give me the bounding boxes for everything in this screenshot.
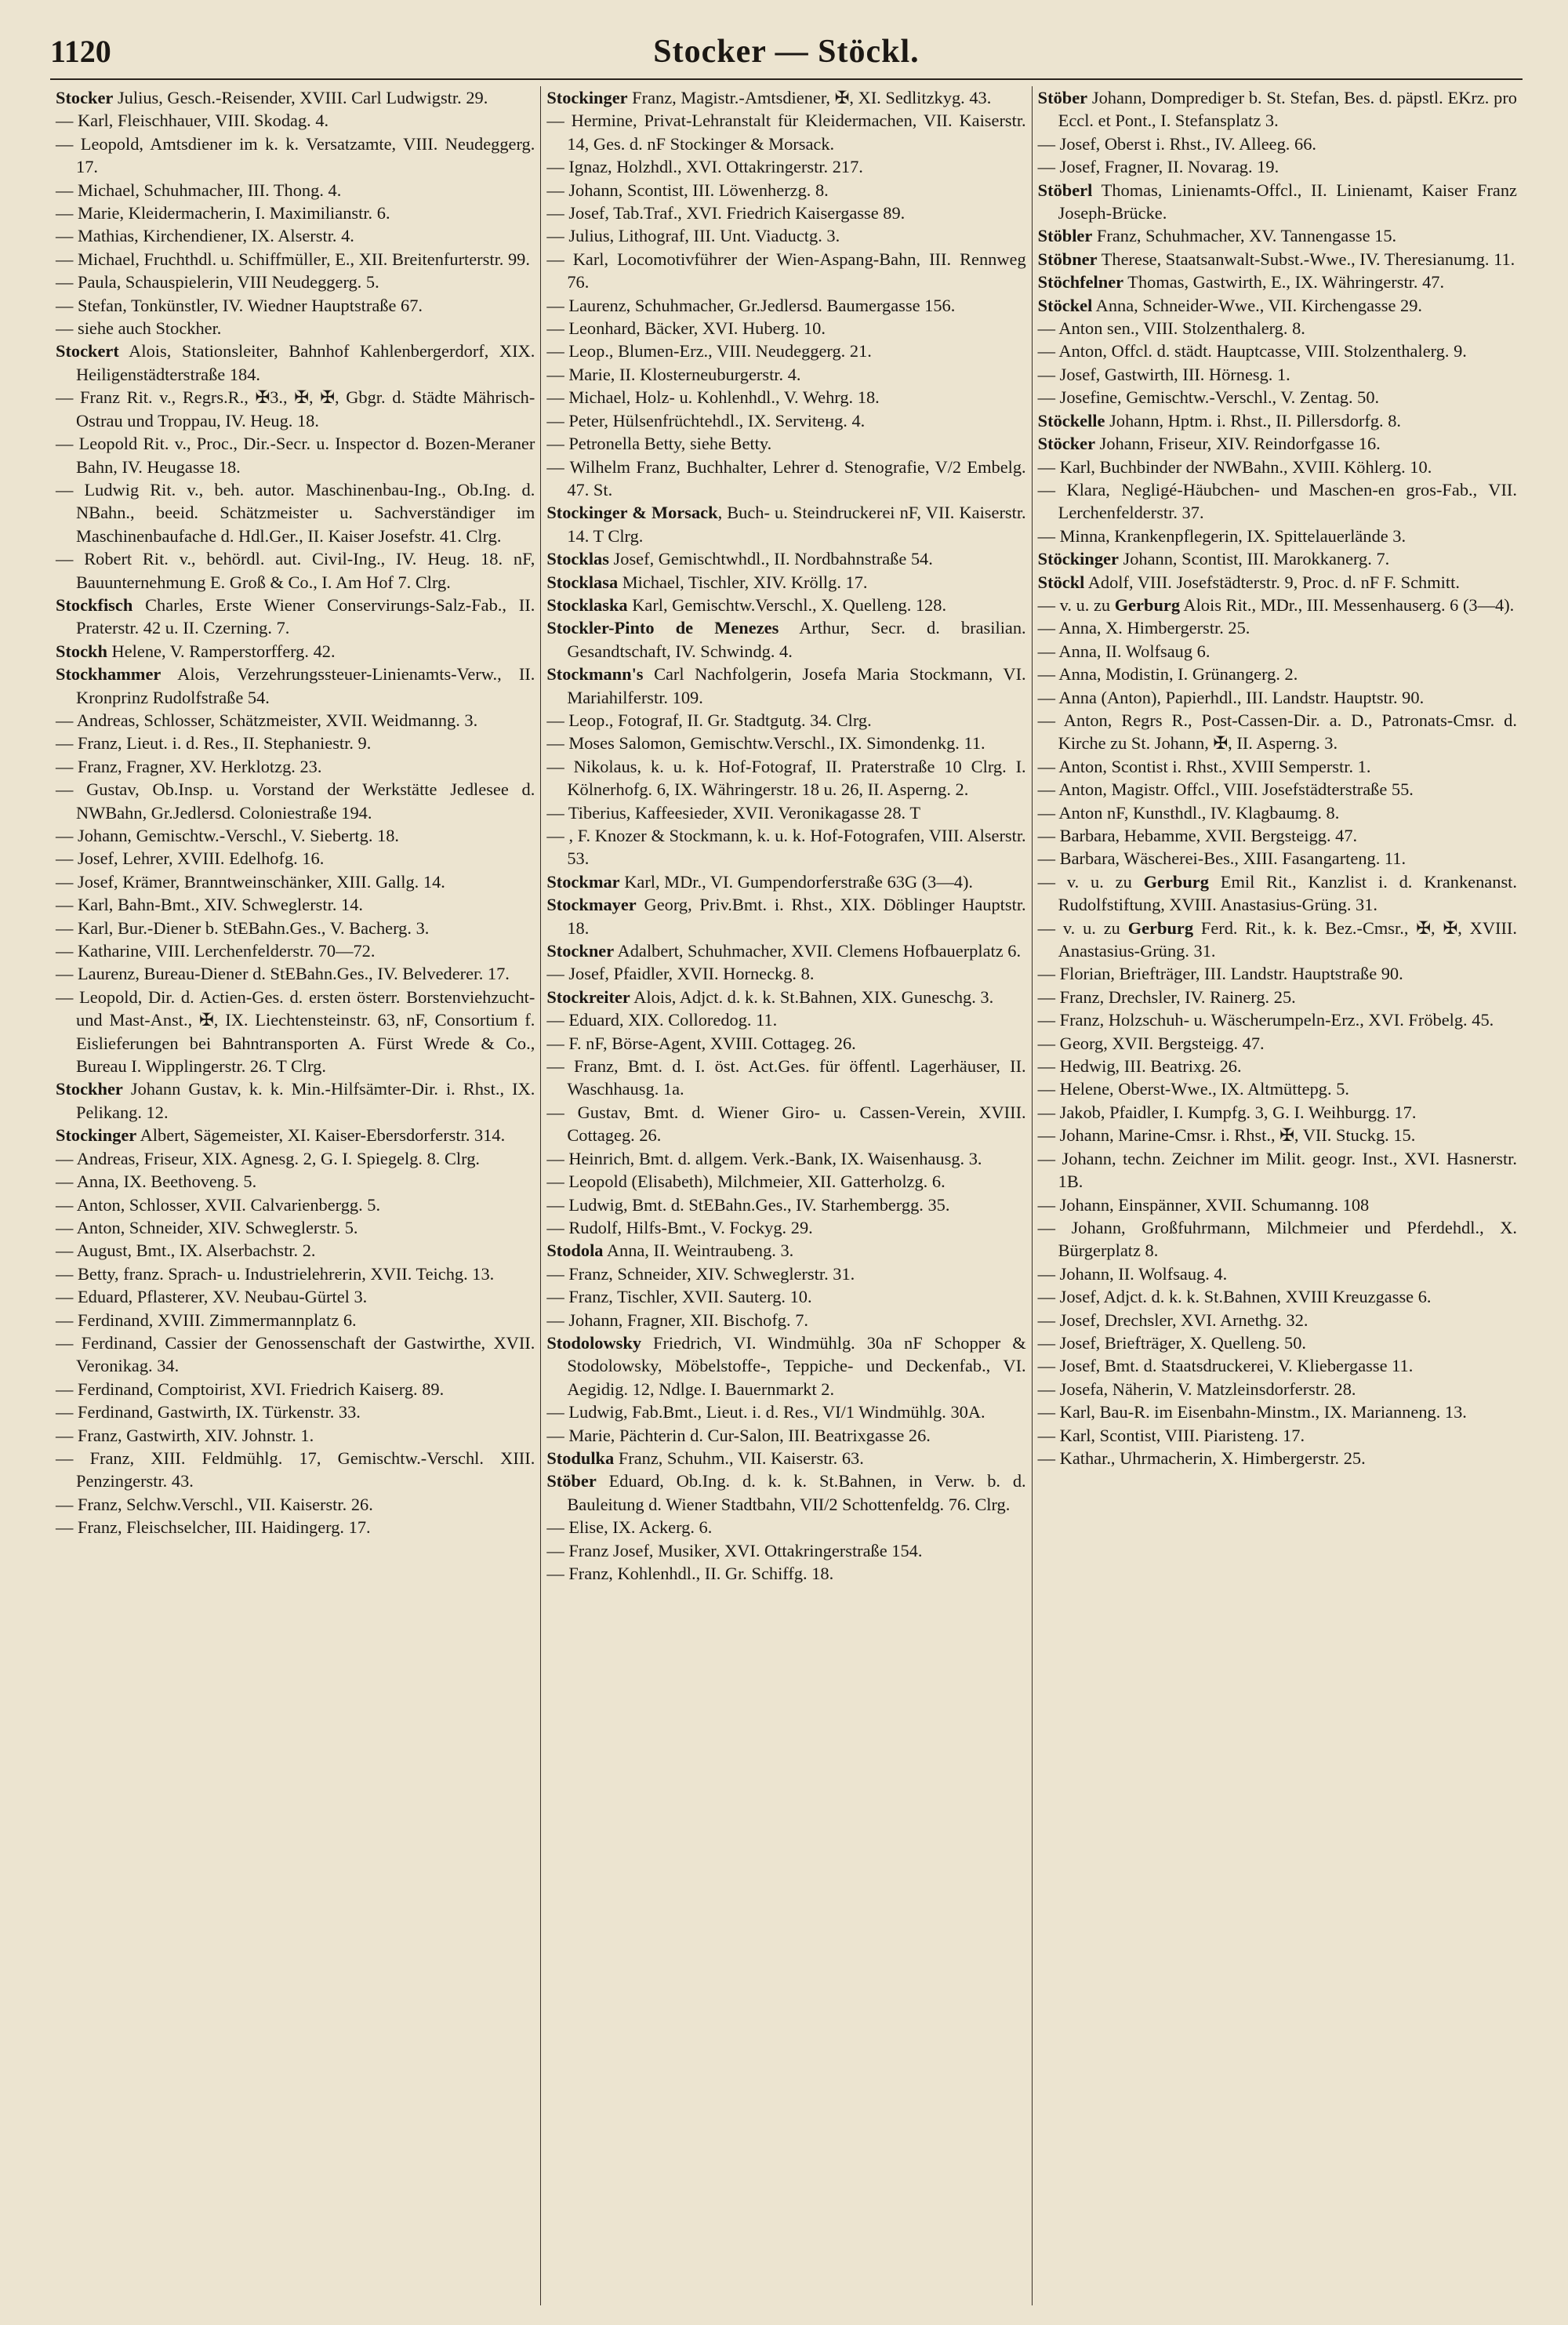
directory-entry: Stocklasa Michael, Tischler, XIV. Kröllg. 17. bbox=[546, 572, 868, 592]
columns bbox=[50, 86, 1523, 2305]
directory-entry: — Andreas, Schlosser, Schätzmeister, XVII. Weidmanng. 3. bbox=[56, 710, 478, 730]
directory-entry: — Leop., Blumen-Erz., VIII. Neudeggerg. 21. bbox=[546, 341, 872, 361]
directory-entry: — Michael, Fruchthdl. u. Schiffmüller, E., XII. Breitenfurterstr. 99. bbox=[56, 249, 530, 269]
directory-entry: — Leopold (Elisabeth), Milchmeier, XII. Gatterholzg. 6. bbox=[546, 1172, 946, 1192]
directory-entry: Stöcker Johann, Friseur, XIV. Reindorfgasse 16. bbox=[1037, 434, 1381, 454]
entry-surname: Stockmar bbox=[546, 871, 620, 892]
directory-entry: — Laurenz, Schuhmacher, Gr.Jedlersd. Baumergasse 156. bbox=[546, 295, 956, 315]
directory-entry: Stockler-Pinto de Menezes Arthur, Secr. d. brasilian. Gesandtschaft, IV. Schwindg. 4. bbox=[546, 618, 1026, 661]
entry-surname: Stöcker bbox=[1037, 434, 1096, 454]
directory-entry: — Heinrich, Bmt. d. allgem. Verk.-Bank, IX. Waisenhausg. 3. bbox=[546, 1148, 982, 1168]
directory-entry: — Karl, Buchbinder der NWBahn., XVIII. Köhlerg. 10. bbox=[1037, 456, 1432, 477]
directory-entry: — Marie, II. Klosterneuburgerstr. 4. bbox=[546, 364, 801, 384]
directory-entry: — Johann, Großfuhrmann, Milchmeier und Pferdehdl., X. Bürgerplatz 8. bbox=[1037, 1217, 1517, 1261]
directory-entry: Stöbler Franz, Schuhmacher, XV. Tannengasse 15. bbox=[1037, 226, 1397, 246]
directory-entry: — Leop., Fotograf, II. Gr. Stadtgutg. 34. Clrg. bbox=[546, 710, 872, 730]
entry-surname: Gerburg bbox=[1143, 871, 1209, 892]
entry-surname: Stockler-Pinto de Menezes bbox=[546, 618, 779, 638]
entry-surname: Stockinger & Morsack bbox=[546, 503, 718, 523]
directory-entry: — Josef, Gastwirth, III. Hörnesg. 1. bbox=[1037, 364, 1290, 384]
entry-surname: Stockh bbox=[56, 641, 107, 661]
page-number: 1120 bbox=[50, 34, 111, 69]
directory-entry: — Josef, Bmt. d. Staatsdruckerei, V. Kliebergasse 11. bbox=[1037, 1356, 1414, 1376]
directory-entry: — Betty, franz. Sprach- u. Industrielehrerin, XVII. Teichg. 13. bbox=[56, 1263, 495, 1284]
directory-entry: — Josefine, Gemischtw.-Verschl., V. Zentag. 50. bbox=[1037, 387, 1380, 408]
entry-surname: Stöbler bbox=[1037, 226, 1093, 246]
directory-entry: Stocker Julius, Gesch.-Reisender, XVIII. Carl Ludwigstr. 29. bbox=[56, 88, 488, 107]
directory-entry: — Anton, Magistr. Offcl., VIII. Josefstädterstraße 55. bbox=[1037, 779, 1414, 800]
directory-entry: — Josefa, Näherin, V. Matzleinsdorferstr. 28. bbox=[1037, 1379, 1356, 1399]
directory-entry: Stockinger Albert, Sägemeister, XI. Kaiser-Ebersdorferstr. 314. bbox=[56, 1125, 506, 1146]
directory-entry: — Ferdinand, Gastwirth, IX. Türkenstr. 33. bbox=[56, 1402, 361, 1422]
directory-entry: — Josef, Drechsler, XVI. Arnethg. 32. bbox=[1037, 1310, 1308, 1330]
directory-entry: — Franz, Schneider, XIV. Schweglerstr. 31. bbox=[546, 1263, 855, 1284]
directory-entry: — Georg, XVII. Bergsteigg. 47. bbox=[1037, 1033, 1265, 1053]
directory-entry: — Franz, Gastwirth, XIV. Johnstr. 1. bbox=[56, 1425, 314, 1445]
directory-entry: — Eduard, XIX. Colloredog. 11. bbox=[546, 1010, 778, 1030]
entry-surname: Stocklasa bbox=[546, 572, 619, 592]
directory-entry: — Leopold Rit. v., Proc., Dir.-Secr. u. Inspector d. Bozen-Meraner Bahn, IV. Heugasse 18. bbox=[56, 434, 535, 477]
directory-entry: — , F. Knozer & Stockmann, k. u. k. Hof-Fotografen, VIII. Alserstr. 53. bbox=[546, 826, 1026, 869]
entry-surname: Stockhammer bbox=[56, 664, 162, 685]
directory-entry: — Leonhard, Bäcker, XVI. Huberg. 10. bbox=[546, 318, 826, 339]
directory-entry: — Johann, techn. Zeichner im Milit. geogr. Inst., XVI. Hasnerstr. 1B. bbox=[1037, 1148, 1517, 1192]
directory-entry: — Anna, II. Wolfsaug 6. bbox=[1037, 641, 1210, 661]
directory-entry: — Katharine, VIII. Lerchenfelderstr. 70—72. bbox=[56, 941, 376, 961]
entry-surname: Stöchfelner bbox=[1037, 272, 1124, 292]
directory-entry: — Anton nF, Kunsthdl., IV. Klagbaumg. 8. bbox=[1037, 802, 1340, 823]
directory-entry: Stockhammer Alois, Verzehrungssteuer-Linienamts-Verw., II. Kronprinz Rudolfstraße 54. bbox=[56, 664, 535, 707]
directory-entry: — Ludwig Rit. v., beh. autor. Maschinenbau-Ing., Ob.Ing. d. NBahn., beeid. Schätzmeister u. Sachverständiger im Maschinenbaufache d. Hdl.Ger., II. Kaiser Josefstr. 41. Clrg. bbox=[56, 479, 535, 546]
directory-entry: — Franz, Tischler, XVII. Sauterg. 10. bbox=[546, 1287, 812, 1307]
entry-surname: Stocker bbox=[56, 88, 114, 107]
directory-entry: Stocklaska Karl, Gemischtw.Verschl., X. Quelleng. 128. bbox=[546, 594, 947, 615]
directory-entry: — Josef, Krämer, Branntweinschänker, XIII. Gallg. 14. bbox=[56, 871, 445, 892]
directory-entry: — Josef, Briefträger, X. Quelleng. 50. bbox=[1037, 1332, 1306, 1353]
entry-surname: Stockert bbox=[56, 341, 119, 361]
entry-surname: Stocklas bbox=[546, 549, 609, 569]
running-head: Stocker — Stöckl. bbox=[653, 34, 920, 70]
directory-entry: — Andreas, Friseur, XIX. Agnesg. 2, G. I. Spiegelg. 8. Clrg. bbox=[56, 1148, 480, 1168]
directory-entry: — Anna, Modistin, I. Grünangerg. 2. bbox=[1037, 664, 1298, 685]
directory-entry: — Leopold, Amtsdiener im k. k. Versatzamte, VIII. Neudeggerg. 17. bbox=[56, 133, 535, 177]
directory-entry: — Karl, Bau-R. im Eisenbahn-Minstm., IX. Marianneng. 13. bbox=[1037, 1402, 1467, 1422]
directory-entry: — Josef, Adjct. d. k. k. St.Bahnen, XVIII Kreuzgasse 6. bbox=[1037, 1287, 1432, 1307]
entry-surname: Stöberl bbox=[1037, 180, 1093, 200]
directory-entry: — Minna, Krankenpflegerin, IX. Spittelauerlände 3. bbox=[1037, 525, 1406, 546]
directory-entry: Stöckinger Johann, Scontist, III. Marokkanerg. 7. bbox=[1037, 549, 1390, 569]
directory-entry: — Franz, Bmt. d. I. öst. Act.Ges. für öffentl. Lagerhäuser, II. Waschhausg. 1a. bbox=[546, 1056, 1026, 1099]
directory-entry: — Anton, Schlosser, XVII. Calvarienbergg. 5. bbox=[56, 1194, 381, 1215]
entry-surname: Stockinger bbox=[56, 1125, 137, 1146]
entry-surname: Stodulka bbox=[546, 1448, 615, 1468]
directory-entry: — Ferdinand, XVIII. Zimmermannplatz 6. bbox=[56, 1310, 357, 1330]
directory-entry: Stodulka Franz, Schuhm., VII. Kaiserstr. 63. bbox=[546, 1448, 864, 1468]
entry-surname: Stöckel bbox=[1037, 295, 1093, 315]
directory-entry: — Gustav, Bmt. d. Wiener Giro- u. Cassen-Verein, XVIII. Cottageg. 26. bbox=[546, 1102, 1026, 1146]
directory-entry: — Franz, Selchw.Verschl., VII. Kaiserstr. 26. bbox=[56, 1494, 373, 1514]
directory-entry: Stockfisch Charles, Erste Wiener Conservirungs-Salz-Fab., II. Praterstr. 42 u. II. Czerning. 7. bbox=[56, 594, 535, 638]
directory-entry: Stodola Anna, II. Weintraubeng. 3. bbox=[546, 1241, 794, 1261]
directory-entry: — Ludwig, Bmt. d. StEBahn.Ges., IV. Starhembergg. 35. bbox=[546, 1194, 950, 1215]
directory-entry: — Josef, Tab.Traf., XVI. Friedrich Kaisergasse 89. bbox=[546, 203, 906, 223]
entry-surname: Stockner bbox=[546, 941, 615, 961]
directory-entry: — Paula, Schauspielerin, VIII Neudeggerg. 5. bbox=[56, 272, 379, 292]
directory-entry: — Karl, Fleischhauer, VIII. Skodag. 4. bbox=[56, 111, 329, 131]
directory-entry: — Hermine, Privat-Lehranstalt für Kleidermachen, VII. Kaiserstr. 14, Ges. d. nF Stockinger & Morsack. bbox=[546, 111, 1026, 154]
directory-entry: — Laurenz, Bureau-Diener d. StEBahn.Ges., IV. Belvederег. 17. bbox=[56, 964, 510, 984]
directory-entry: — Johann, Einspänner, XVII. Schumanng. 108 bbox=[1037, 1194, 1370, 1215]
entry-surname: Stockinger bbox=[546, 88, 628, 107]
directory-entry: — Anton, Regrs R., Post-Cassen-Dir. a. D., Patronats-Cmsr. d. Kirche zu St. Johann, ✠, II. Asperng. 3. bbox=[1037, 710, 1517, 754]
directory-entry: Stöber Eduard, Ob.Ing. d. k. k. St.Bahnen, in Verw. b. d. Bauleitung d. Wiener Stadtbahn, VII/2 Schottenfeldg. 76. Clrg. bbox=[546, 1471, 1026, 1514]
directory-entry: — Tiberius, Kaffeesieder, XVII. Veronikagasse 28. T bbox=[546, 802, 921, 823]
directory-entry: — Kathar., Uhrmacherin, X. Himbergerstr. 25. bbox=[1037, 1448, 1366, 1468]
directory-entry: — Anton sen., VIII. Stolzenthalerg. 8. bbox=[1037, 318, 1305, 339]
directory-entry: Stöchfelner Thomas, Gastwirth, E., IX. Währingerstr. 47. bbox=[1037, 272, 1445, 292]
directory-entry: — Marie, Kleidermacherin, I. Maximilianstr. 6. bbox=[56, 203, 390, 223]
directory-entry: Stöckel Anna, Schneider-Wwe., VII. Kirchengasse 29. bbox=[1037, 295, 1423, 315]
directory-entry: — Leopold, Dir. d. Actien-Ges. d. ersten österr. Borstenviehzucht- und Mast-Anst., ✠, IX. Liechtensteinstr. 63, nF, Consortium f. Eislieferungen bei Bahntransporten A. Fürst Wrede & Co., Bureau I. Wipplingerstr. 26. T Clrg. bbox=[56, 986, 535, 1077]
directory-entry: — Franz, Kohlenhdl., II. Gr. Schiffg. 18. bbox=[546, 1564, 834, 1583]
entry-surname: Stockfisch bbox=[56, 594, 133, 615]
entry-surname: Stodolowsky bbox=[546, 1332, 642, 1353]
directory-entry: Stockinger & Morsack, Buch- u. Steindruckerei nF, VII. Kaiserstr. 14. T Clrg. bbox=[546, 503, 1026, 546]
entry-surname: Stöber bbox=[546, 1471, 597, 1491]
directory-entry: — Josef, Oberst i. Rhst., IV. Alleeg. 66. bbox=[1037, 133, 1316, 154]
directory-entry: — Franz Rit. v., Regrs.R., ✠3., ✠, ✠, Gbgr. d. Städte Mährisch-Ostrau und Troppau, IV. Heug. 18. bbox=[56, 387, 535, 430]
directory-entry: — Ferdinand, Cassier der Genossenschaft der Gastwirthe, XVII. Veronikag. 34. bbox=[56, 1332, 535, 1376]
directory-entry: — Ferdinand, Comptoirist, XVI. Friedrich Kaiserg. 89. bbox=[56, 1379, 445, 1399]
directory-entry: — Ludwig, Fab.Bmt., Lieut. i. d. Res., VI/1 Windmühlg. 30A. bbox=[546, 1402, 985, 1422]
directory-entry: — Gustav, Ob.Insp. u. Vorstand der Werkstätte Jedlesee d. NWBahn, Gr.Jedlersd. Coloniestraße 194. bbox=[56, 779, 535, 823]
directory-entry: — Wilhelm Franz, Buchhalter, Lehrer d. Stenografie, V/2 Embelg. 47. St. bbox=[546, 456, 1026, 500]
directory-entry: Stockinger Franz, Magistr.-Amtsdiener, ✠, XI. Sedlitzkyg. 43. bbox=[546, 88, 992, 107]
directory-entry: — v. u. zu Gerburg Ferd. Rit., k. k. Bez.-Cmsr., ✠, ✠, XVIII. Anastasius-Grüng. 31. bbox=[1037, 917, 1517, 961]
directory-entry: — Robert Rit. v., behördl. aut. Civil-Ing., IV. Heug. 18. nF, Bauunternehmung E. Groß & Co., I. Am Hof 7. Clrg. bbox=[56, 549, 535, 592]
directory-entry: Stöbner Therese, Staatsanwalt-Subst.-Wwe., IV. Theresianumg. 11. bbox=[1037, 249, 1515, 269]
directory-entry: — Josef, Lehrer, XVIII. Edelhofg. 16. bbox=[56, 848, 325, 869]
entry-surname: Stockher bbox=[56, 1079, 123, 1099]
entry-surname: Stodola bbox=[546, 1241, 604, 1261]
directory-entry: — Karl, Bahn-Bmt., XIV. Schweglerstr. 14. bbox=[56, 895, 363, 915]
directory-entry: — Barbara, Hebamme, XVII. Bergsteigg. 47. bbox=[1037, 826, 1358, 845]
directory-entry: — Rudolf, Hilfs-Bmt., V. Fockyg. 29. bbox=[546, 1217, 813, 1237]
entry-surname: Stöbner bbox=[1037, 249, 1098, 269]
directory-entry: — Eduard, Pflasterer, XV. Neubau-Gürtel 3. bbox=[56, 1287, 368, 1307]
directory-entry: — Moses Salomon, Gemischtw.Verschl., IX. Simondenkg. 11. bbox=[546, 733, 985, 754]
directory-entry: — Michael, Schuhmacher, III. Thong. 4. bbox=[56, 180, 342, 200]
column-2 bbox=[540, 86, 1031, 2305]
directory-entry: Stockert Alois, Stationsleiter, Bahnhof Kahlenbergerdorf, XIX. Heiligenstädterstraße 184. bbox=[56, 341, 535, 384]
directory-entry: — Karl, Bur.-Diener b. StEBahn.Ges., V. Bacherg. 3. bbox=[56, 917, 430, 938]
directory-entry: — Petronella Betty, siehe Betty. bbox=[546, 434, 772, 454]
column-3 bbox=[1032, 86, 1523, 2305]
directory-entry: — Franz, Fragner, XV. Herklotzg. 23. bbox=[56, 756, 322, 776]
directory-entry: — Anna, IX. Beethoveng. 5. bbox=[56, 1172, 257, 1192]
directory-entry: — Franz, XIII. Feldmühlg. 17, Gemischtw.-Verschl. XIII. Penzingerstr. 43. bbox=[56, 1448, 535, 1491]
directory-entry: — Klara, Negligé-Häubchen- und Maschen-en gros-Fab., VII. Lerchenfelderstr. 37. bbox=[1037, 479, 1517, 523]
directory-entry: Stockmar Karl, MDr., VI. Gumpendorferstraße 63G (3—4). bbox=[546, 871, 974, 892]
directory-entry: — Elise, IX. Ackerg. 6. bbox=[546, 1517, 713, 1538]
directory-entry: — v. u. zu Gerburg Alois Rit., MDr., III. Messenhauserg. 6 (3—4). bbox=[1037, 594, 1515, 615]
directory-entry: — Johann, Gemischtw.-Verschl., V. Siebertg. 18. bbox=[56, 826, 400, 845]
directory-entry: — Johann, II. Wolfsaug. 4. bbox=[1037, 1263, 1228, 1284]
directory-entry: Stockreiter Alois, Adjct. d. k. k. St.Bahnen, XIX. Guneschg. 3. bbox=[546, 986, 994, 1007]
entry-surname: Gerburg bbox=[1127, 917, 1194, 938]
directory-entry: Stockh Helene, V. Ramperstorfferg. 42. bbox=[56, 641, 336, 661]
directory-entry: — Josef, Pfaidler, XVII. Hornеckg. 8. bbox=[546, 964, 815, 984]
directory-entry: Stockmann's Carl Nachfolgerin, Josefa Maria Stockmann, VI. Mariahilferstr. 109. bbox=[546, 664, 1026, 707]
directory-entry: — Johann, Fragner, XII. Bischofg. 7. bbox=[546, 1310, 808, 1330]
directory-entry: Stockher Johann Gustav, k. k. Min.-Hilfsämter-Dir. i. Rhst., IX. Pelikang. 12. bbox=[56, 1079, 535, 1122]
entry-surname: Stöber bbox=[1037, 88, 1088, 107]
directory-entry: — Franz, Lieut. i. d. Res., II. Stephaniestr. 9. bbox=[56, 733, 372, 754]
entry-surname: Stocklaska bbox=[546, 594, 628, 615]
directory-entry: — Anton, Offcl. d. städt. Hauptcasse, VIII. Stolzenthalerg. 9. bbox=[1037, 341, 1467, 361]
directory-entry: — Anna, X. Himbergerstr. 25. bbox=[1037, 618, 1250, 638]
directory-entry: — Karl, Locomotivführer der Wien-Aspang-Bahn, III. Rennweg 76. bbox=[546, 249, 1026, 292]
directory-entry: — Karl, Scontist, VIII. Piaristeng. 17. bbox=[1037, 1425, 1305, 1445]
directory-entry: — F. nF, Börse-Agent, XVIII. Cottageg. 26. bbox=[546, 1033, 856, 1053]
directory-entry: Stockmayer Georg, Priv.Bmt. i. Rhst., XIX. Döblinger Hauptstr. 18. bbox=[546, 895, 1026, 938]
directory-entry: — Josef, Fragner, II. Novarag. 19. bbox=[1037, 157, 1279, 177]
entry-surname: Stockmann's bbox=[546, 664, 644, 685]
directory-entry: Stockner Adalbert, Schuhmacher, XVII. Clemens Hofbauerplatz 6. bbox=[546, 941, 1022, 961]
directory-entry: Stocklas Josef, Gemischtwhdl., II. Nordbahnstraße 54. bbox=[546, 549, 933, 569]
entry-surname: Gerburg bbox=[1114, 594, 1181, 615]
directory-entry: Stöberl Thomas, Linienamts-Offcl., II. Linienamt, Kaiser Franz Joseph-Brücke. bbox=[1037, 180, 1517, 223]
entry-surname: Stöckelle bbox=[1037, 410, 1105, 430]
directory-entry: — siehe auch Stockher. bbox=[56, 318, 222, 339]
entry-surname: Stöckinger bbox=[1037, 549, 1119, 569]
directory-entry: — Franz, Holzschuh- u. Wäscherumpeln-Erz., XVI. Fröbelg. 45. bbox=[1037, 1010, 1494, 1030]
directory-entry: — Stefan, Tonkünstler, IV. Wiedner Hauptstraße 67. bbox=[56, 295, 423, 315]
directory-entry: — August, Bmt., IX. Alserbachstr. 2. bbox=[56, 1241, 316, 1261]
directory-entry: — Julius, Lithograf, III. Unt. Viaductg. 3. bbox=[546, 226, 840, 246]
column-1 bbox=[50, 86, 540, 2305]
directory-entry: — Marie, Pächterin d. Cur-Salon, III. Beatrixgasse 26. bbox=[546, 1425, 931, 1445]
directory-entry: — Peter, Hülsenfrüchtehdl., IX. Servitенg. 4. bbox=[546, 410, 866, 430]
directory-entry: — Jakob, Pfaidler, I. Kumpfg. 3, G. I. Weihburgg. 17. bbox=[1037, 1102, 1417, 1122]
directory-entry: — Hedwig, III. Beatrixg. 26. bbox=[1037, 1056, 1242, 1077]
entry-surname: Stöckl bbox=[1037, 572, 1085, 592]
directory-entry: Stöckl Adolf, VIII. Josefstädterstr. 9, Proc. d. nF F. Schmitt. bbox=[1037, 572, 1460, 592]
directory-entry: — Franz, Drechsler, IV. Rainerg. 25. bbox=[1037, 986, 1296, 1007]
directory-entry: — Franz, Fleischselcher, III. Haidingerg. 17. bbox=[56, 1517, 371, 1538]
page-header bbox=[50, 31, 1523, 80]
entry-surname: Stockmayer bbox=[546, 895, 637, 915]
directory-entry: Stöckelle Johann, Hptm. i. Rhst., II. Pillersdorfg. 8. bbox=[1037, 410, 1401, 430]
directory-entry: — Anna (Anton), Papierhdl., III. Landstr. Hauptstr. 90. bbox=[1037, 687, 1425, 707]
directory-entry: — Barbara, Wäscherei-Bes., XIII. Fasangarteng. 11. bbox=[1037, 848, 1406, 869]
directory-entry: — Johann, Scontist, III. Löwenherzg. 8. bbox=[546, 180, 829, 200]
directory-entry: — v. u. zu Gerburg Emil Rit., Kanzlist i. d. Krankenanst. Rudolfstiftung, XVIII. Anastasius-Grüng. 31. bbox=[1037, 871, 1517, 915]
directory-entry: — Franz Josef, Musiker, XVI. Ottakringerstraße 154. bbox=[546, 1540, 923, 1560]
directory-entry: Stodolowsky Friedrich, VI. Windmühlg. 30a nF Schopper & Stodolowsky, Möbelstoffe-, Teppiche- und Deckenfab., VI. Aegidig. 12, Ndlge. I. Bauernmarkt 2. bbox=[546, 1332, 1026, 1399]
directory-entry: — Johann, Marine-Cmsr. i. Rhst., ✠, VII. Stuckg. 15. bbox=[1037, 1125, 1416, 1146]
directory-entry: — Mathias, Kirchendiener, IX. Alserstr. 4. bbox=[56, 226, 354, 246]
directory-entry: — Ignaz, Holzhdl., XVI. Ottakringerstr. 217. bbox=[546, 157, 863, 177]
directory-entry: — Florian, Briefträger, III. Landstr. Hauptstraße 90. bbox=[1037, 964, 1403, 984]
directory-entry: — Anton, Scontist i. Rhst., XVIII Semperstr. 1. bbox=[1037, 756, 1371, 776]
directory-entry: — Helene, Oberst-Wwe., IX. Altmüttерg. 5. bbox=[1037, 1079, 1349, 1099]
directory-entry: — Anton, Schneider, XIV. Schweglerstr. 5. bbox=[56, 1217, 358, 1237]
entry-surname: Stockreiter bbox=[546, 986, 630, 1007]
directory-entry: — Michael, Holz- u. Kohlenhdl., V. Wehrg. 18. bbox=[546, 387, 880, 408]
directory-entry: Stöber Johann, Domprediger b. St. Stefan, Bes. d. päpstl. EKrz. pro Eccl. et Pont., I. Stefansplatz 3. bbox=[1037, 88, 1517, 131]
directory-entry: — Nikolaus, k. u. k. Hof-Fotograf, II. Praterstraße 10 Clrg. I. Kölnerhofg. 6, IX. Währingerstr. 18 u. 26, II. Asperng. 2. bbox=[546, 756, 1026, 800]
